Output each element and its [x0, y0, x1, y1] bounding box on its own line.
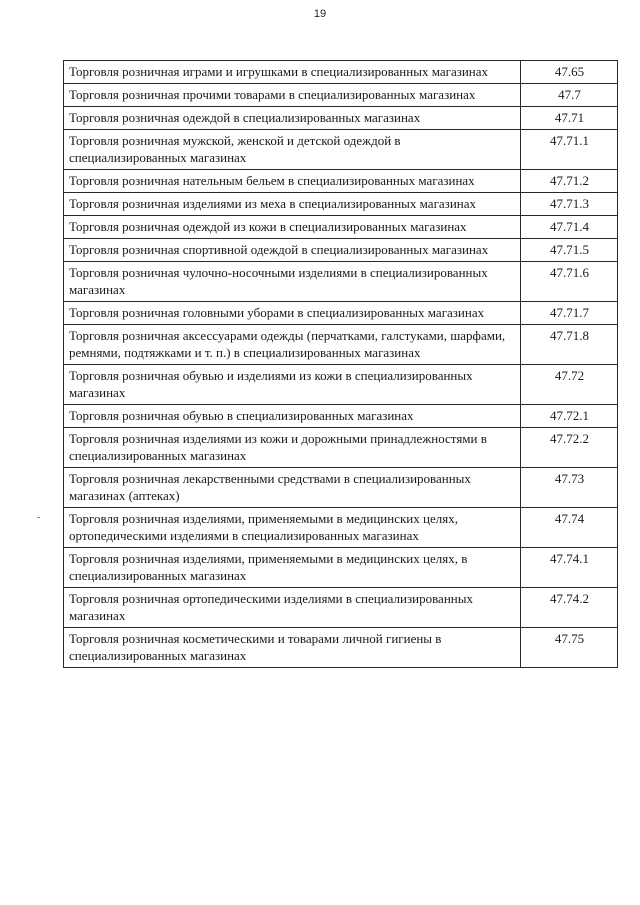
activity-description: Торговля розничная одеждой в специализированных магазинах — [64, 107, 521, 130]
table-row — [64, 130, 618, 170]
table-row — [64, 588, 618, 628]
activity-description: Торговля розничная изделиями, применяемыми в медицинских целях, ортопедическими изделиями в специализированных магазинах — [64, 508, 521, 548]
activity-code: 47.71 — [521, 107, 618, 130]
activity-description: Торговля розничная изделиями из меха в специализированных магазинах — [64, 193, 521, 216]
activity-description: Торговля розничная лекарственными средствами в специализированных магазинах (аптеках) — [64, 468, 521, 508]
activity-code: 47.7 — [521, 84, 618, 107]
activity-description: Торговля розничная обувью в специализированных магазинах — [64, 405, 521, 428]
table-body — [64, 61, 618, 668]
table-row — [64, 61, 618, 84]
activity-description: Торговля розничная аксессуарами одежды (перчатками, галстуками, шарфами, ремнями, подтяжками и т. п.) в специализированных магазинах — [64, 325, 521, 365]
activity-code: 47.71.4 — [521, 216, 618, 239]
activity-code: 47.74 — [521, 508, 618, 548]
table-row — [64, 405, 618, 428]
activity-code: 47.71.3 — [521, 193, 618, 216]
table-row — [64, 628, 618, 668]
activity-code: 47.71.6 — [521, 262, 618, 302]
activity-description: Торговля розничная изделиями, применяемыми в медицинских целях, в специализированных магазинах — [64, 548, 521, 588]
page-number: 19 — [313, 8, 327, 20]
activity-description: Торговля розничная играми и игрушками в специализированных магазинах — [64, 61, 521, 84]
table-row — [64, 107, 618, 130]
activity-description: Торговля розничная обувью и изделиями из кожи в специализированных магазинах — [64, 365, 521, 405]
activity-description: Торговля розничная спортивной одеждой в специализированных магазинах — [64, 239, 521, 262]
table-row — [64, 428, 618, 468]
table-row — [64, 239, 618, 262]
activity-code: 47.73 — [521, 468, 618, 508]
table-row — [64, 84, 618, 107]
activity-description: Торговля розничная изделиями из кожи и дорожными принадлежностями в специализированных магазинах — [64, 428, 521, 468]
activity-code: 47.71.2 — [521, 170, 618, 193]
table-row — [64, 216, 618, 239]
activity-code: 47.65 — [521, 61, 618, 84]
activity-codes-table — [63, 60, 618, 668]
activity-description: Торговля розничная одеждой из кожи в специализированных магазинах — [64, 216, 521, 239]
activity-code: 47.74.1 — [521, 548, 618, 588]
table-row — [64, 325, 618, 365]
table-row — [64, 170, 618, 193]
activity-description: Торговля розничная нательным бельем в специализированных магазинах — [64, 170, 521, 193]
activity-code: 47.71.8 — [521, 325, 618, 365]
activity-code: 47.75 — [521, 628, 618, 668]
activity-description: Торговля розничная головными уборами в специализированных магазинах — [64, 302, 521, 325]
activity-code: 47.71.1 — [521, 130, 618, 170]
activity-code: 47.71.5 — [521, 239, 618, 262]
activity-description: Торговля розничная прочими товарами в специализированных магазинах — [64, 84, 521, 107]
activity-description: Торговля розничная косметическими и товарами личной гигиены в специализированных магазинах — [64, 628, 521, 668]
table-row — [64, 365, 618, 405]
table-row — [64, 468, 618, 508]
margin-mark — [37, 517, 40, 518]
activity-description: Торговля розничная мужской, женской и детской одеждой в специализированных магазинах — [64, 130, 521, 170]
table-row — [64, 262, 618, 302]
table-row — [64, 548, 618, 588]
activity-description: Торговля розничная ортопедическими изделиями в специализированных магазинах — [64, 588, 521, 628]
table-row — [64, 193, 618, 216]
table-row — [64, 302, 618, 325]
activity-code: 47.72 — [521, 365, 618, 405]
activity-code: 47.74.2 — [521, 588, 618, 628]
activity-code: 47.72.2 — [521, 428, 618, 468]
table-row — [64, 508, 618, 548]
activity-code: 47.72.1 — [521, 405, 618, 428]
activity-code: 47.71.7 — [521, 302, 618, 325]
activity-description: Торговля розничная чулочно-носочными изделиями в специализированных магазинах — [64, 262, 521, 302]
activity-codes-table-container — [63, 60, 606, 668]
